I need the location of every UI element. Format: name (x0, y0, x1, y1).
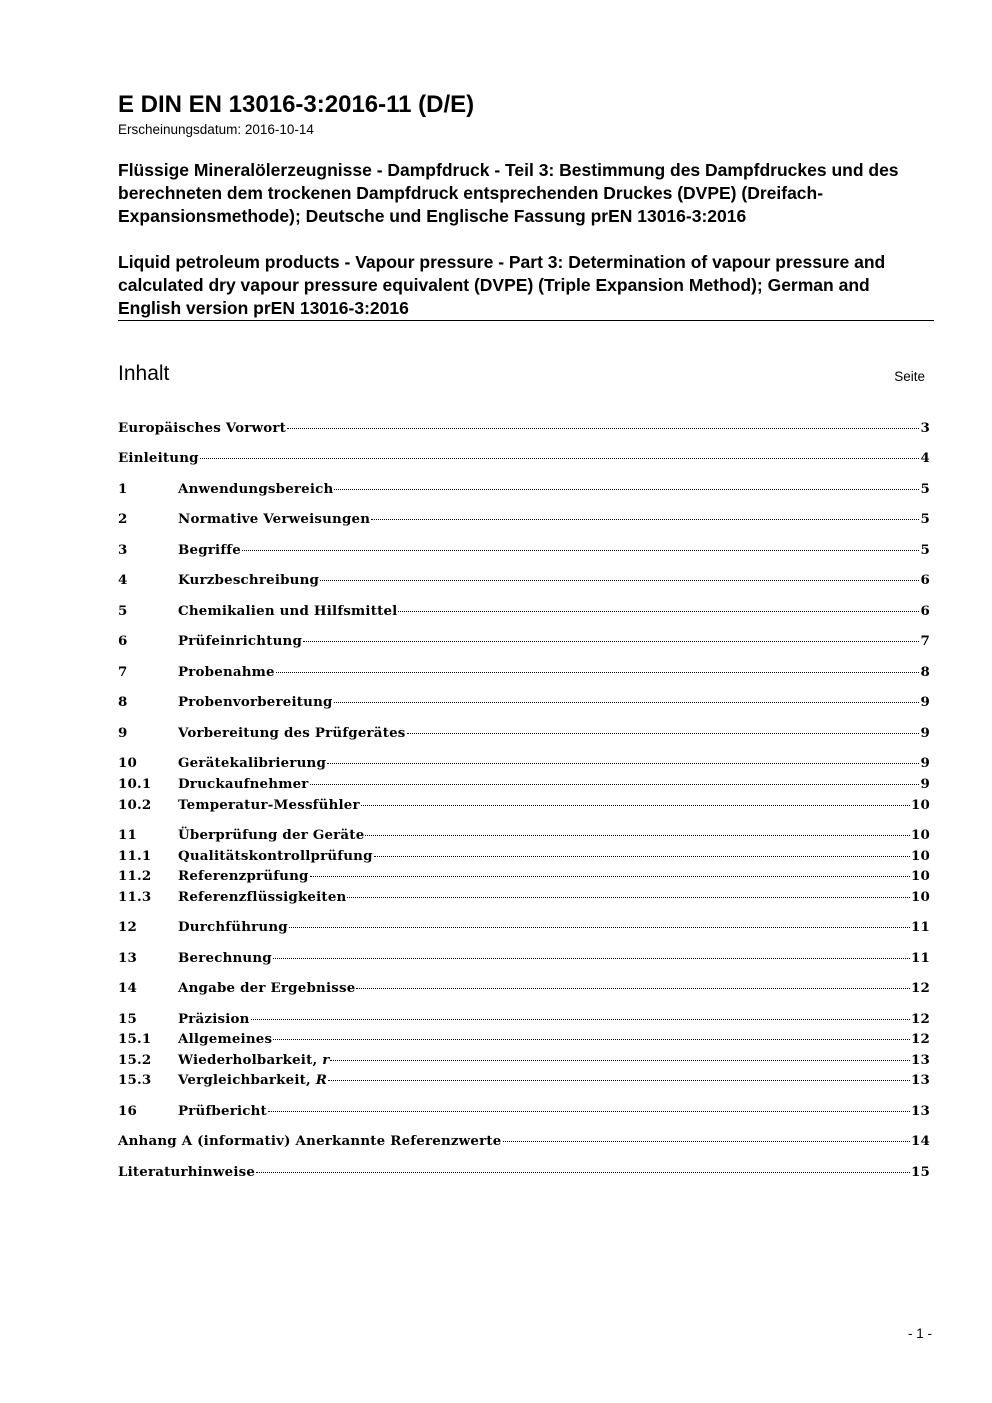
toc-entry[interactable] (118, 1102, 930, 1120)
toc-entry-title: Vorbereitung des Prüfgerätes (178, 725, 406, 741)
toc-entry-title: Anhang A (informativ) Anerkannte Referenzwerte (118, 1133, 502, 1149)
toc-entry-title: Probenahme (178, 664, 275, 680)
toc-entry-number: 13 (118, 950, 138, 966)
toc-entry[interactable] (118, 847, 930, 865)
toc-dot-leader (287, 428, 919, 429)
page-column-label: Seite (894, 369, 925, 384)
toc-entry-number: 15.2 (118, 1052, 152, 1068)
toc-entry-title: Referenzprüfung (178, 868, 309, 884)
toc-entry-page: 10 (910, 848, 930, 864)
toc-entry-number: 14 (118, 980, 138, 996)
toc-entry-title: Durchführung (178, 919, 288, 935)
toc-dot-leader (365, 835, 910, 836)
toc-entry[interactable] (118, 775, 930, 793)
toc-entry[interactable] (118, 754, 930, 772)
toc-entry-number: 3 (118, 542, 128, 558)
toc-dot-leader (251, 1019, 910, 1020)
toc-entry-number: 15.3 (118, 1072, 152, 1088)
toc-entry[interactable] (118, 571, 930, 589)
toc-entry-page: 10 (910, 889, 930, 905)
toc-dot-leader (327, 763, 919, 764)
toc-dot-leader (374, 856, 910, 857)
toc-entry-page: 15 (910, 1164, 930, 1180)
toc-dot-leader (398, 611, 919, 612)
toc-entry-number: 11.3 (118, 889, 152, 905)
toc-entry-title: Referenzflüssigkeiten (178, 889, 347, 905)
toc-dot-leader (200, 458, 920, 459)
toc-entry[interactable] (118, 1132, 930, 1150)
toc-entry-number: 11.2 (118, 868, 152, 884)
toc-entry-number: 15.1 (118, 1031, 152, 1047)
toc-entry[interactable] (118, 826, 930, 844)
toc-entry-number: 8 (118, 694, 128, 710)
toc-dot-leader (289, 927, 910, 928)
document-id: E DIN EN 13016-3:2016-11 (D/E) (118, 91, 475, 118)
toc-dot-leader (303, 641, 919, 642)
toc-entry-title: Prüfeinrichtung (178, 633, 303, 649)
publication-date: Erscheinungsdatum: 2016-10-14 (118, 122, 314, 137)
toc-entry-title: Kurzbeschreibung (178, 572, 320, 588)
toc-dot-leader (371, 519, 919, 520)
toc-entry-page: 6 (920, 603, 930, 619)
toc-entry[interactable] (118, 632, 930, 650)
toc-dot-leader (503, 1141, 910, 1142)
toc-entry[interactable] (118, 541, 930, 559)
toc-entry-title: Begriffe (178, 542, 241, 558)
toc-dot-leader (356, 988, 910, 989)
toc-entry-number: 5 (118, 603, 128, 619)
toc-entry-symbol: R (315, 1072, 328, 1088)
toc-dot-leader (407, 733, 920, 734)
toc-dot-leader (310, 784, 920, 785)
toc-entry-page: 13 (910, 1103, 930, 1119)
toc-entry-page: 9 (920, 776, 930, 792)
toc-dot-leader (276, 672, 920, 673)
toc-entry[interactable] (118, 419, 930, 437)
toc-entry-number: 7 (118, 664, 128, 680)
toc-entry[interactable] (118, 949, 930, 967)
toc-entry[interactable] (118, 693, 930, 711)
toc-entry-title: Probenvorbereitung (178, 694, 333, 710)
contents-heading: Inhalt (118, 362, 170, 385)
toc-entry-number: 10.1 (118, 776, 152, 792)
toc-entry-page: 9 (920, 725, 930, 741)
toc-entry-page: 10 (910, 797, 930, 813)
toc-entry-page: 10 (910, 868, 930, 884)
title-rule (118, 320, 934, 321)
toc-entry-page: 13 (910, 1052, 930, 1068)
toc-entry[interactable] (118, 449, 930, 467)
toc-dot-leader (268, 1111, 910, 1112)
toc-entry-page: 8 (920, 664, 930, 680)
title-english: Liquid petroleum products - Vapour pressure - Part 3: Determination of vapour pressure and calculated dry vapour pressure equivalent (DVPE) (Triple Expansion Method); German and English version prEN 13016-3:2016 (118, 252, 886, 318)
toc-dot-leader (273, 1039, 910, 1040)
toc-entry-number: 6 (118, 633, 128, 649)
toc-entry-page: 12 (910, 1031, 930, 1047)
toc-entry-title: Berechnung (178, 950, 272, 966)
toc-entry-number: 10 (118, 755, 138, 771)
toc-entry-title: Angabe der Ergebnisse (178, 980, 356, 996)
toc-entry-number: 15 (118, 1011, 138, 1027)
toc-dot-leader (256, 1172, 910, 1173)
toc-entry-title: Druckaufnehmer (178, 776, 309, 792)
toc-entry-title: Literaturhinweise (118, 1164, 256, 1180)
toc-entry-number: 11 (118, 827, 138, 843)
toc-entry-number: 9 (118, 725, 128, 741)
toc-entry-page: 9 (920, 694, 930, 710)
toc-entry-number: 10.2 (118, 797, 152, 813)
toc-entry-page: 6 (920, 572, 930, 588)
toc-dot-leader (320, 580, 919, 581)
toc-entry-page: 12 (910, 1011, 930, 1027)
toc-entry[interactable] (118, 480, 930, 498)
toc-entry[interactable] (118, 1010, 930, 1028)
toc-entry[interactable] (118, 1030, 930, 1048)
toc-entry-page: 5 (920, 511, 930, 527)
toc-entry-page: 3 (920, 420, 930, 436)
toc-entry-page: 5 (920, 542, 930, 558)
toc-dot-leader (273, 958, 910, 959)
toc-dot-leader (361, 805, 910, 806)
toc-entry-number: 1 (118, 481, 128, 497)
toc-entry-title: Überprüfung der Geräte (178, 827, 365, 843)
toc-entry-page: 10 (910, 827, 930, 843)
toc-entry-title: Chemikalien und Hilfsmittel (178, 603, 398, 619)
toc-entry-title: Wiederholbarkeit, r (178, 1052, 330, 1068)
toc-entry[interactable] (118, 510, 930, 528)
toc-entry-title: Vergleichbarkeit, R (178, 1072, 328, 1088)
toc-entry-title: Anwendungsbereich (178, 481, 334, 497)
toc-entry-page: 5 (920, 481, 930, 497)
toc-dot-leader (328, 1080, 910, 1081)
toc-entry[interactable] (118, 663, 930, 681)
toc-entry-title: Präzision (178, 1011, 250, 1027)
toc-entry-number: 12 (118, 919, 138, 935)
toc-entry-page: 14 (910, 1133, 930, 1149)
toc-entry-page: 7 (920, 633, 930, 649)
toc-entry[interactable] (118, 724, 930, 742)
toc-entry-number: 11.1 (118, 848, 152, 864)
toc-entry-number: 4 (118, 572, 128, 588)
toc-dot-leader (310, 876, 910, 877)
toc-entry-number: 2 (118, 511, 128, 527)
toc-entry-title: Normative Verweisungen (178, 511, 371, 527)
toc-entry-number: 16 (118, 1103, 138, 1119)
toc-entry-page: 9 (920, 755, 930, 771)
page-number: - 1 - (907, 1326, 932, 1341)
toc-entry-symbol: r (322, 1052, 330, 1068)
toc-dot-leader (334, 489, 919, 490)
toc-entry-page: 12 (910, 980, 930, 996)
toc-dot-leader (334, 702, 920, 703)
toc-entry[interactable] (118, 1051, 930, 1069)
toc-entry[interactable] (118, 888, 930, 906)
toc-entry[interactable] (118, 796, 930, 814)
toc-entry[interactable] (118, 867, 930, 885)
toc-entry-title: Gerätekalibrierung (178, 755, 327, 771)
title-german: Flüssige Mineralölerzeugnisse - Dampfdruck - Teil 3: Bestimmung des Dampfdruckes und des berechneten dem trockenen Dampfdruck entsprechenden Druckes (DVPE) (Dreifach-Expansionsmethode); Deutsche und Englische Fassung prEN 13016-3:2016 (118, 160, 899, 226)
toc-entry-page: 11 (910, 919, 930, 935)
toc-entry-title: Qualitätskontrollprüfung (178, 848, 373, 864)
toc-dot-leader (242, 550, 919, 551)
toc-entry[interactable] (118, 1163, 930, 1181)
toc-entry[interactable] (118, 1071, 930, 1089)
toc-entry-title: Prüfbericht (178, 1103, 267, 1119)
toc-dot-leader (347, 897, 909, 898)
toc-entry-page: 4 (920, 450, 930, 466)
toc-entry[interactable] (118, 918, 930, 936)
toc-entry[interactable] (118, 979, 930, 997)
toc-entry-page: 13 (910, 1072, 930, 1088)
toc-entry-title: Europäisches Vorwort (118, 420, 287, 436)
toc-dot-leader (330, 1060, 909, 1061)
toc-entry-page: 11 (910, 950, 930, 966)
toc-entry-title: Temperatur-Messfühler (178, 797, 360, 813)
toc-entry-title: Allgemeines (178, 1031, 273, 1047)
toc-entry[interactable] (118, 602, 930, 620)
toc-entry-title: Einleitung (118, 450, 199, 466)
